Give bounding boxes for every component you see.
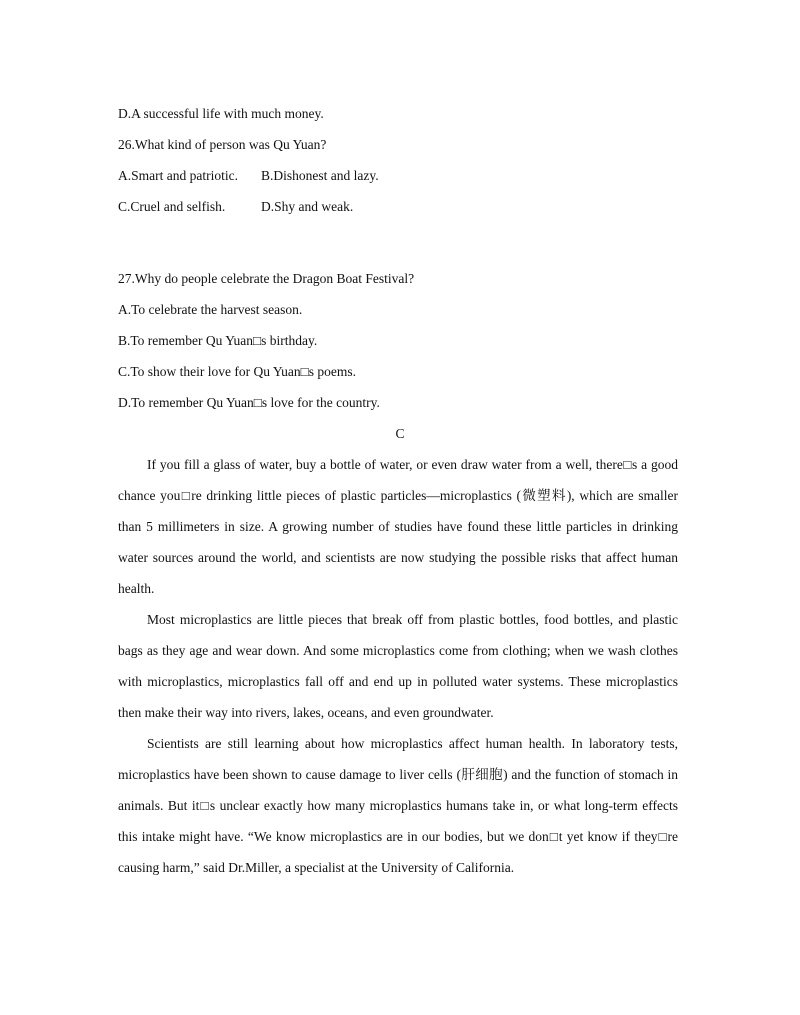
q26-option-a: A.Smart and patriotic. [118, 168, 238, 183]
q26-question: 26.What kind of person was Qu Yuan? [118, 137, 327, 152]
passage-paragraph-1: If you fill a glass of water, buy a bottle of water, or even draw water from a well, there□s a good chance you□re drinking little pieces of plastic particles—microplastics (微塑料), which are smaller than 5 millimeters in size. A growing number of studies have found these little particles in drinking water sources around the world, and scientists are now studying the possible risks that affect human health. [118, 457, 678, 596]
q27-option-d: D.To remember Qu Yuan□s love for the country. [118, 395, 380, 410]
q27-option-b: B.To remember Qu Yuan□s birthday. [118, 333, 318, 348]
q26-option-b: B.Dishonest and lazy. [261, 168, 379, 183]
q27-option-c: C.To show their love for Qu Yuan□s poems. [118, 364, 357, 379]
q25-option-d: D.A successful life with much money. [118, 106, 324, 121]
section-heading: C [395, 426, 405, 441]
q26-option-c: C.Cruel and selfish. [118, 199, 226, 214]
passage-paragraph-2: Most microplastics are little pieces that break off from plastic bottles, food bottles, and plastic bags as they age and wear down. And some microplastics come from clothing; when we wash clothes with microplastics, microplastics fall off and end up in polluted water systems. These microplastics then make their way into rivers, lakes, oceans, and even groundwater. [118, 612, 678, 720]
q26-option-d: D.Shy and weak. [261, 199, 354, 214]
passage-paragraph-3: Scientists are still learning about how microplastics affect human health. In laboratory tests, microplastics have been shown to cause damage to liver cells (肝细胞) and the function of stomach in animals. But it□s unclear exactly how many microplastics humans take in, or what long-term effects this intake might have. “We know microplastics are in our bodies, but we don□t yet know if they□re causing harm,” said Dr.Miller, a specialist at the University of California. [118, 736, 678, 875]
q27-question: 27.Why do people celebrate the Dragon Boat Festival? [118, 271, 415, 286]
q27-option-a: A.To celebrate the harvest season. [118, 302, 303, 317]
